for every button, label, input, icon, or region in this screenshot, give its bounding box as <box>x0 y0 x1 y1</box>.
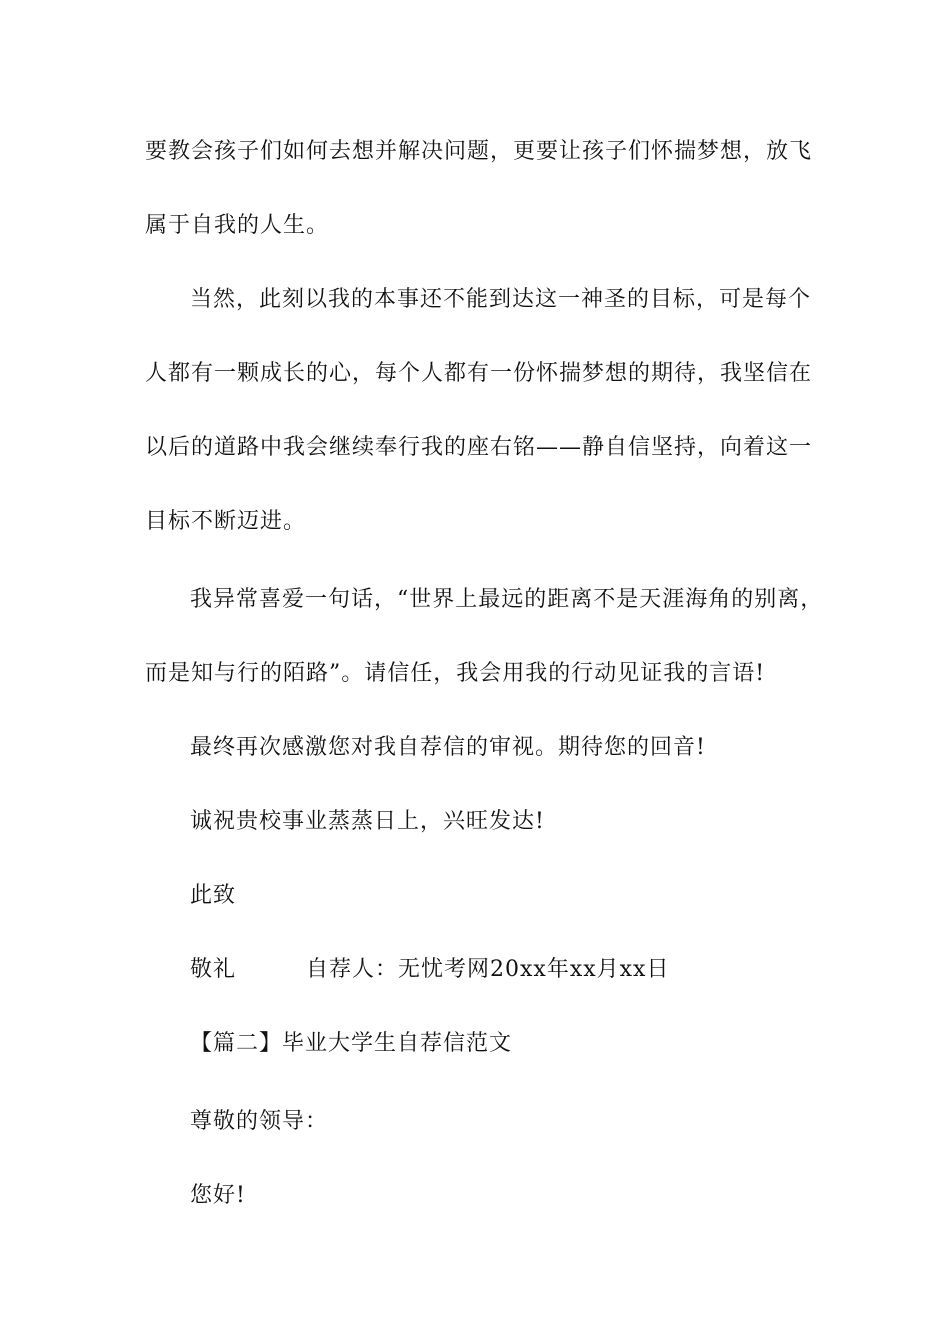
section-heading: 【篇二】毕业大学生自荐信范文 <box>190 1031 513 1056</box>
paragraph-line: 要教会孩子们如何去想并解决问题，更要让孩子们怀揣梦想，放飞 <box>145 139 813 164</box>
paragraph-line: 目标不断迈进。 <box>145 509 307 534</box>
paragraph-line: 最终再次感激您对我自荐信的审视。期待您的回音! <box>190 735 706 760</box>
paragraph-line: 诚祝贵校事业蒸蒸日上，兴旺发达! <box>190 809 545 834</box>
paragraph-line: 当然，此刻以我的本事还不能到达这一神圣的目标，可是每个 <box>190 287 812 312</box>
paragraph-line: 以后的道路中我会继续奉行我的座右铭——静自信坚持，向着这一 <box>145 435 813 460</box>
paragraph-line: 我异常喜爱一句话，“世界上最远的距离不是天涯海角的别离， <box>190 587 824 612</box>
paragraph-line: 而是知与行的陌路”。请信任，我会用我的行动见证我的言语! <box>145 661 766 686</box>
paragraph-line: 属于自我的人生。 <box>145 213 330 238</box>
salutation-text: 敬礼 <box>190 957 237 982</box>
greeting-line: 您好! <box>190 1183 246 1208</box>
signature-text: 自荐人：无忧考网20xx年xx月xx日 <box>306 957 670 982</box>
greeting-line: 尊敬的领导： <box>190 1109 329 1134</box>
paragraph-line: 人都有一颗成长的心，每个人都有一份怀揣梦想的期待，我坚信在 <box>145 361 813 386</box>
closing-line: 此致 <box>190 883 237 908</box>
salutation-line <box>190 955 669 985</box>
